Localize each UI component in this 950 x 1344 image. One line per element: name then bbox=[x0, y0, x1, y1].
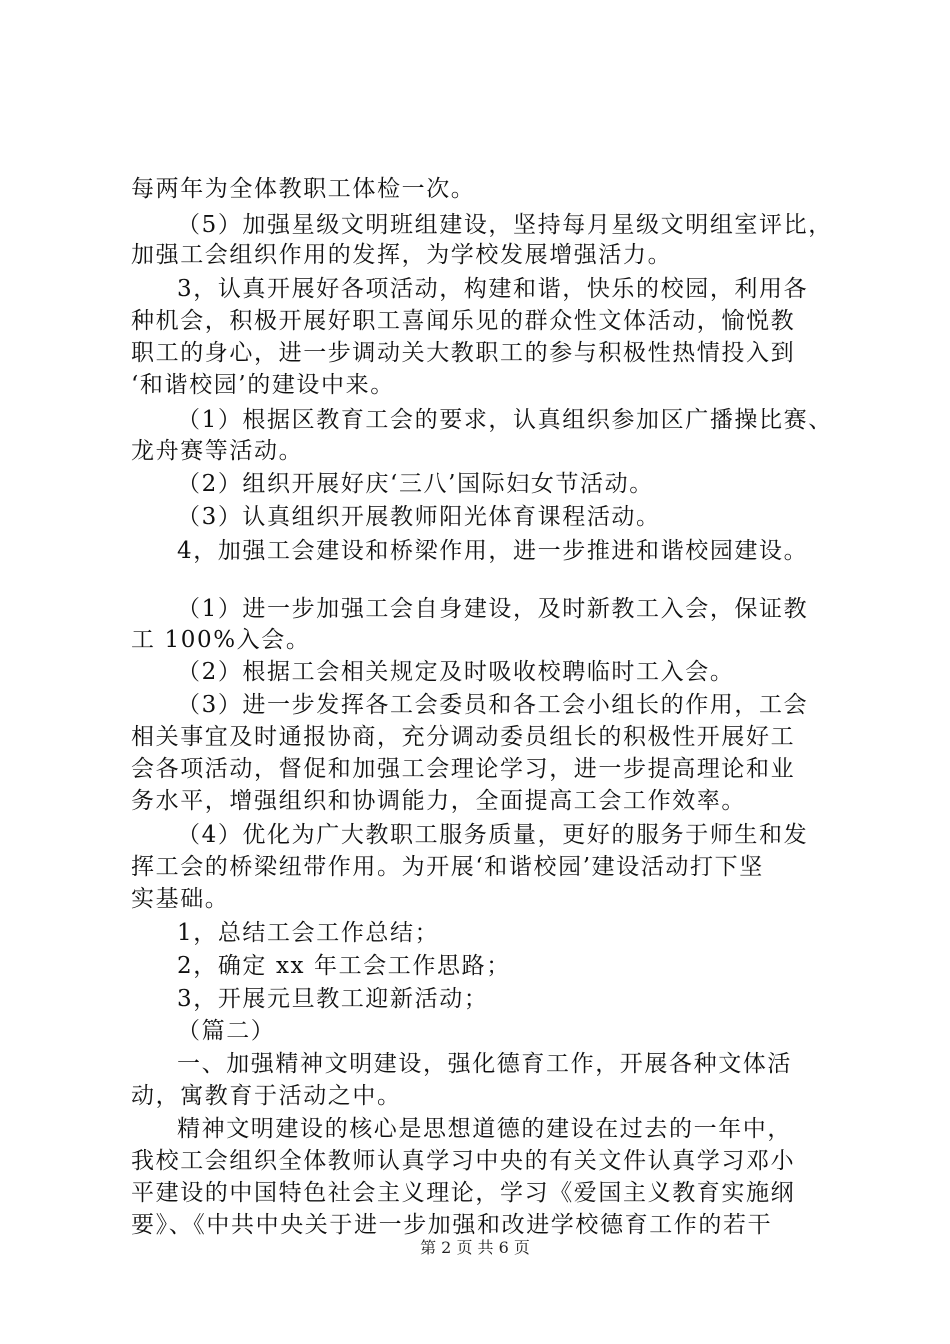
text-line: 一、加强精神文明建设，强化德育工作，开展各种文体活 bbox=[177, 1051, 792, 1077]
text-line: （3）认真组织开展教师阳光体育课程活动。 bbox=[177, 504, 661, 530]
text-line: （2）组织开展好庆‘三八’国际妇女节活动。 bbox=[177, 471, 654, 497]
text-line: 我校工会组织全体教师认真学习中央的有关文件认真学习邓小 bbox=[131, 1148, 796, 1174]
text-line: （1）根据区教育工会的要求，认真组织参加区广播操比赛、 bbox=[177, 407, 833, 433]
text-line: （4）优化为广大教职工服务质量，更好的服务于师生和发 bbox=[177, 822, 809, 848]
text-line: 1，总结工会工作总结； bbox=[177, 920, 440, 946]
text-line: 职工的身心，进一步调动关大教职工的参与积极性热情投入到 bbox=[131, 340, 796, 366]
text-line: 挥工会的桥梁纽带作用。为开展‘和谐校园’建设活动打下坚 bbox=[131, 854, 764, 880]
text-line: （3）进一步发挥各工会委员和各工会小组长的作用，工会 bbox=[177, 692, 809, 718]
page-footer: 第 2 页 共 6 页 bbox=[420, 1238, 530, 1257]
text-line: 平建设的中国特色社会主义理论，学习《爱国主义教育实施纲 bbox=[131, 1180, 796, 1206]
text-line: 3，开展元旦教工迎新活动； bbox=[177, 986, 489, 1012]
text-line: 4，加强工会建设和桥梁作用，进一步推进和谐校园建设。 bbox=[177, 538, 809, 564]
text-line: 动，寓教育于活动之中。 bbox=[131, 1083, 402, 1109]
text-line: 工 100%入会。 bbox=[131, 627, 311, 653]
text-line: 务水平，增强组织和协调能力，全面提高工会工作效率。 bbox=[131, 788, 746, 814]
text-line: 实基础。 bbox=[131, 886, 230, 912]
text-line: 会各项活动，督促和加强工会理论学习，进一步提高理论和业 bbox=[131, 756, 796, 782]
text-line: ‘和谐校园’的建设中来。 bbox=[131, 372, 395, 398]
text-line: 每两年为全体教职工体检一次。 bbox=[131, 176, 476, 202]
text-line: 种机会，积极开展好职工喜闻乐见的群众性文体活动，愉悦教 bbox=[131, 308, 796, 334]
text-line: 3，认真开展好各项活动，构建和谐，快乐的校园，利用各 bbox=[177, 276, 809, 302]
text-line: 龙舟赛等活动。 bbox=[131, 438, 304, 464]
text-line: 要》、《中共中央关于进一步加强和改进学校德育工作的若干 bbox=[131, 1212, 773, 1238]
text-line: （5）加强星级文明班组建设，坚持每月星级文明组室评比， bbox=[177, 212, 833, 238]
text-line: 相关事宜及时通报协商，充分调动委员组长的积极性开展好工 bbox=[131, 724, 796, 750]
text-line: 精神文明建设的核心是思想道德的建设在过去的一年中， bbox=[177, 1116, 792, 1142]
text-line: （篇二） bbox=[177, 1018, 276, 1044]
text-line: 加强工会组织作用的发挥，为学校发展增强活力。 bbox=[131, 242, 673, 268]
text-line: 2，确定 xx 年工会工作思路； bbox=[177, 953, 511, 979]
text-line: （1）进一步加强工会自身建设，及时新教工入会，保证教 bbox=[177, 596, 809, 622]
text-line: （2）根据工会相关规定及时吸收校聘临时工入会。 bbox=[177, 659, 735, 685]
